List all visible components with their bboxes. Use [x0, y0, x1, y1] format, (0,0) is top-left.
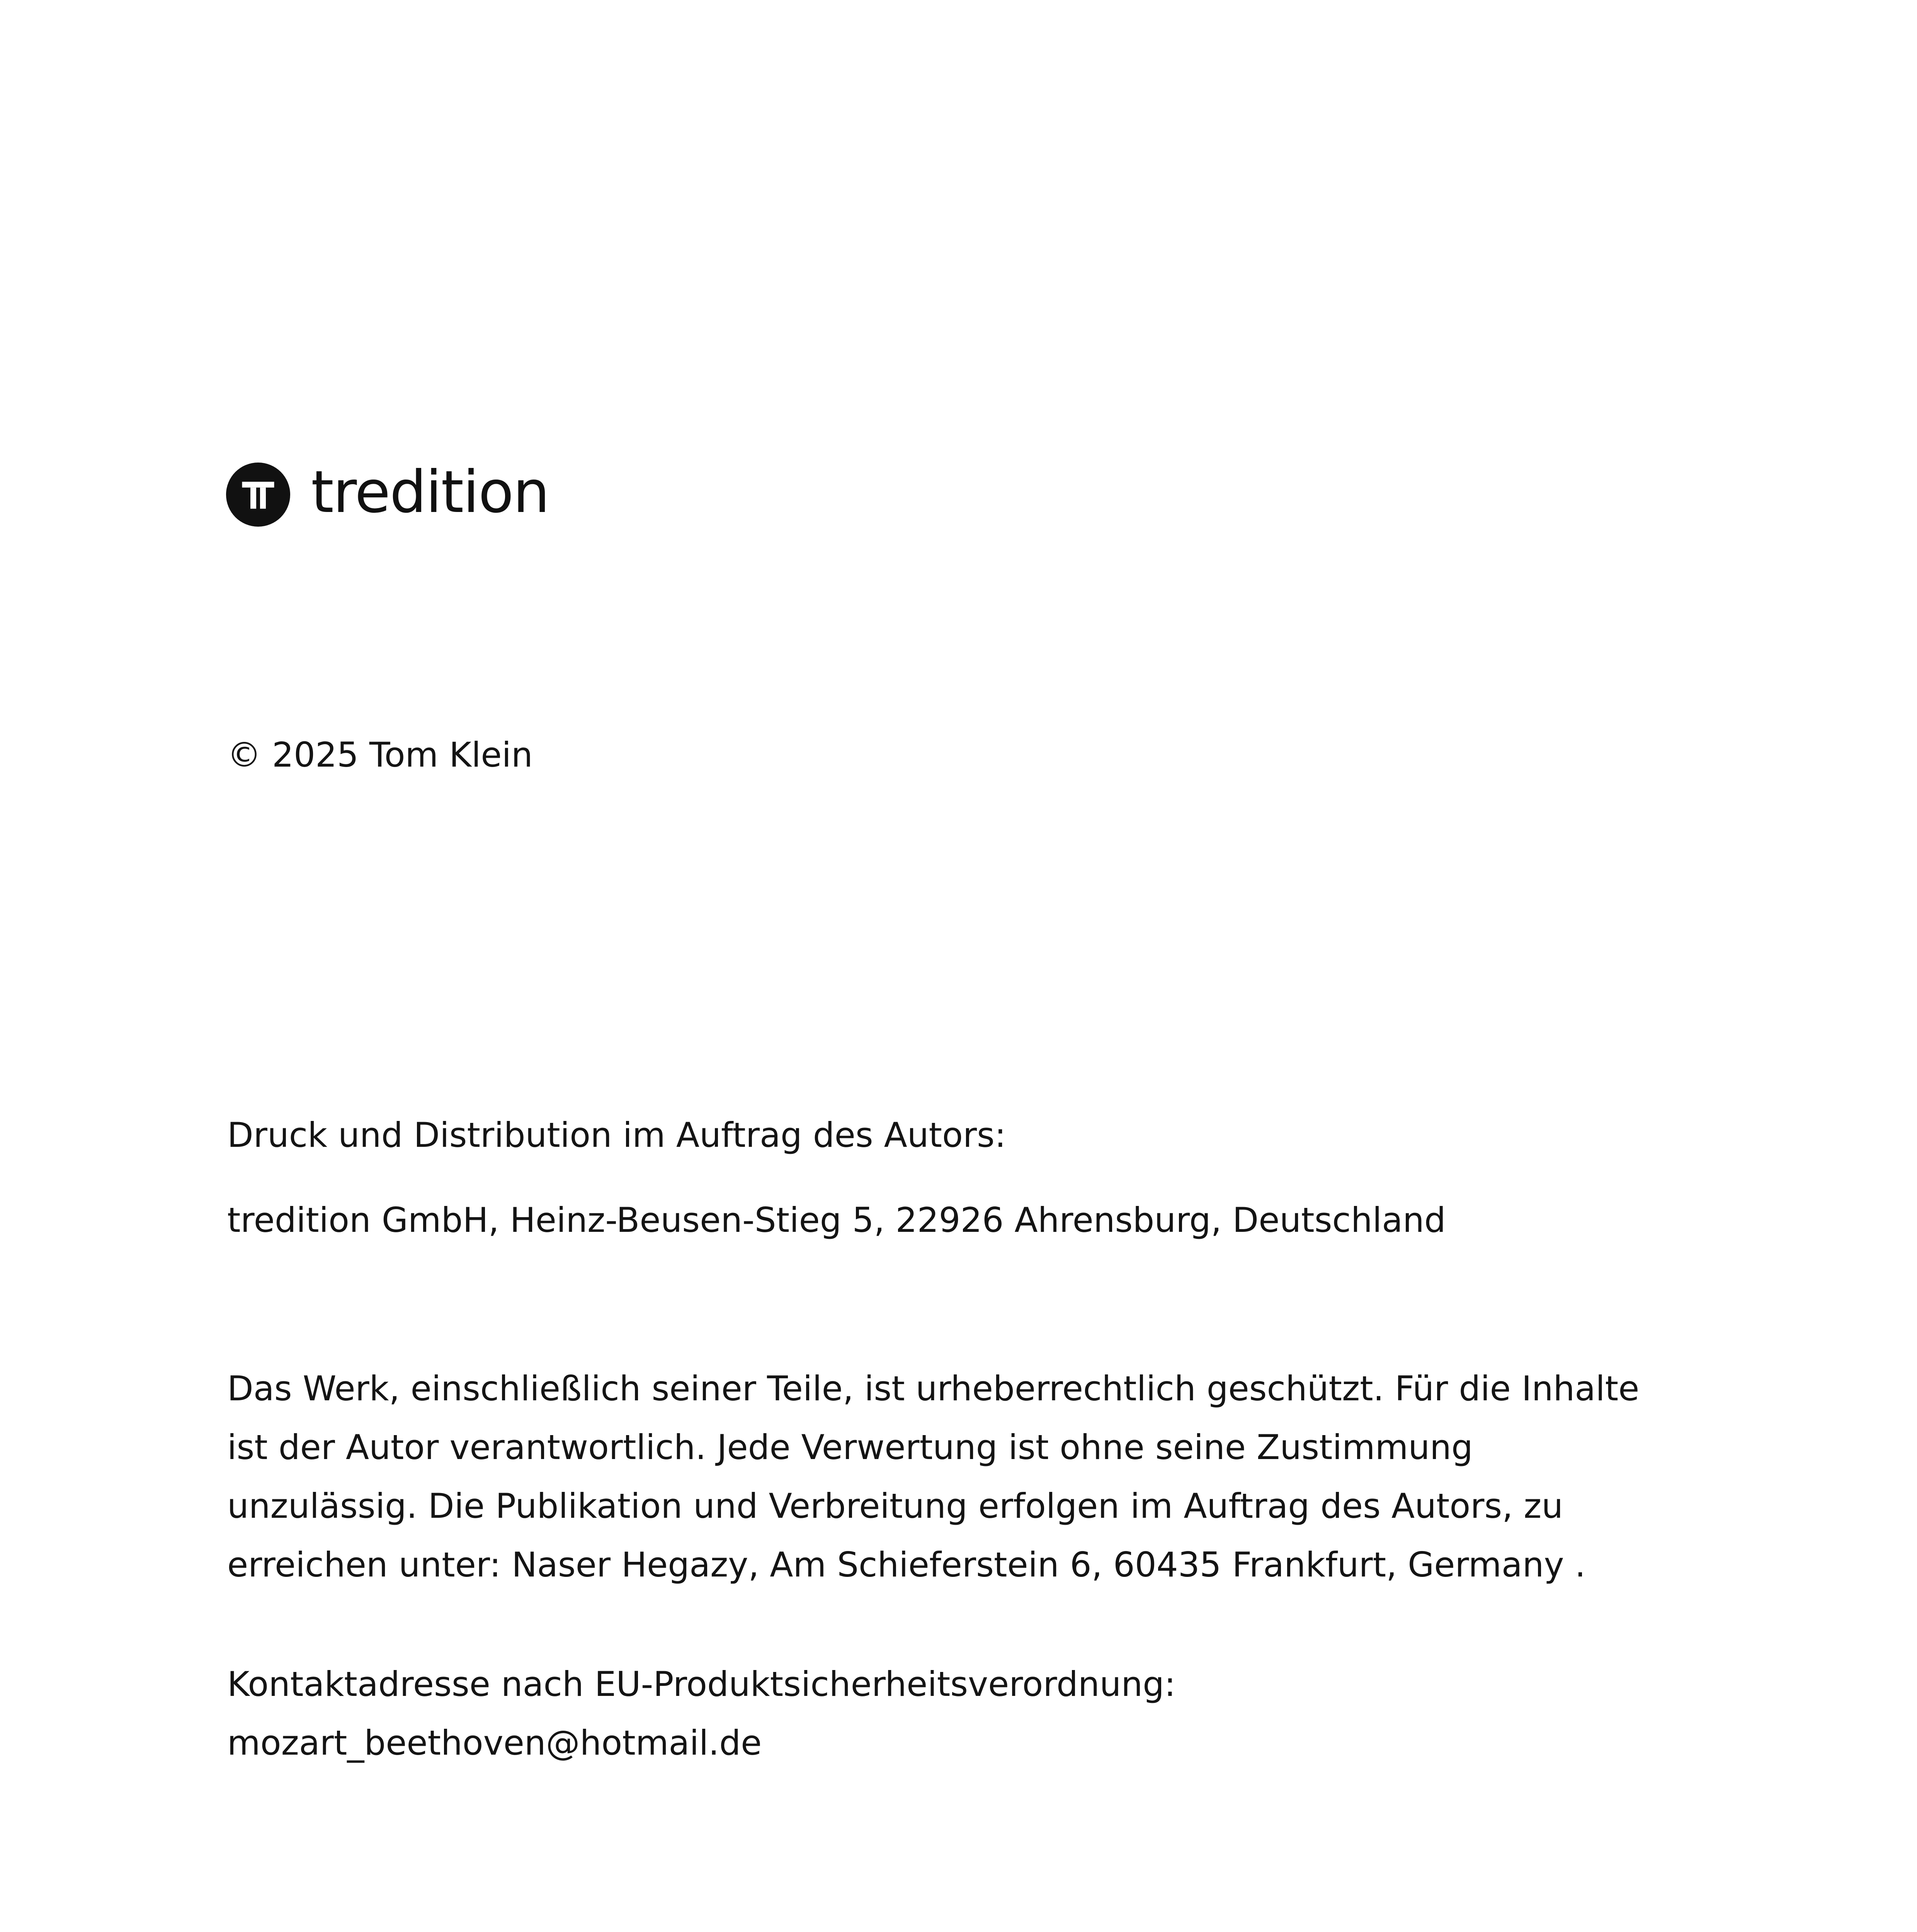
rights-paragraph	[227, 1359, 1639, 1594]
contact-block	[227, 1655, 1176, 1772]
publisher-logo	[226, 459, 549, 527]
rights-line: erreichen unter: Naser Hegazy, Am Schieferstein 6, 60435 Frankfurt, Germany .	[227, 1545, 1586, 1585]
tredition-logo-icon	[226, 463, 290, 527]
rights-line: Das Werk, einschließlich seiner Teile, ist urheberrechtlich geschützt. Für die Inhalte	[227, 1369, 1640, 1408]
rights-line: ist der Autor verantwortlich. Jede Verwertung ist ohne seine Zustimmung	[227, 1427, 1473, 1467]
copyright-notice: © 2025 Tom Klein	[227, 735, 533, 775]
contact-email: mozart_beethoven@hotmail.de	[227, 1723, 762, 1763]
publisher-logo-text: tredition	[311, 459, 549, 526]
rights-line: unzulässig. Die Publikation und Verbreitung erfolgen im Auftrag des Autors, zu	[227, 1486, 1563, 1526]
printing-heading: Druck und Distribution im Auftrag des Autors:	[227, 1115, 1006, 1155]
contact-label: Kontaktadresse nach EU-Produktsicherheitsverordnung:	[227, 1664, 1176, 1704]
publisher-address: tredition GmbH, Heinz-Beusen-Stieg 5, 22926 Ahrensburg, Deutschland	[227, 1200, 1446, 1240]
